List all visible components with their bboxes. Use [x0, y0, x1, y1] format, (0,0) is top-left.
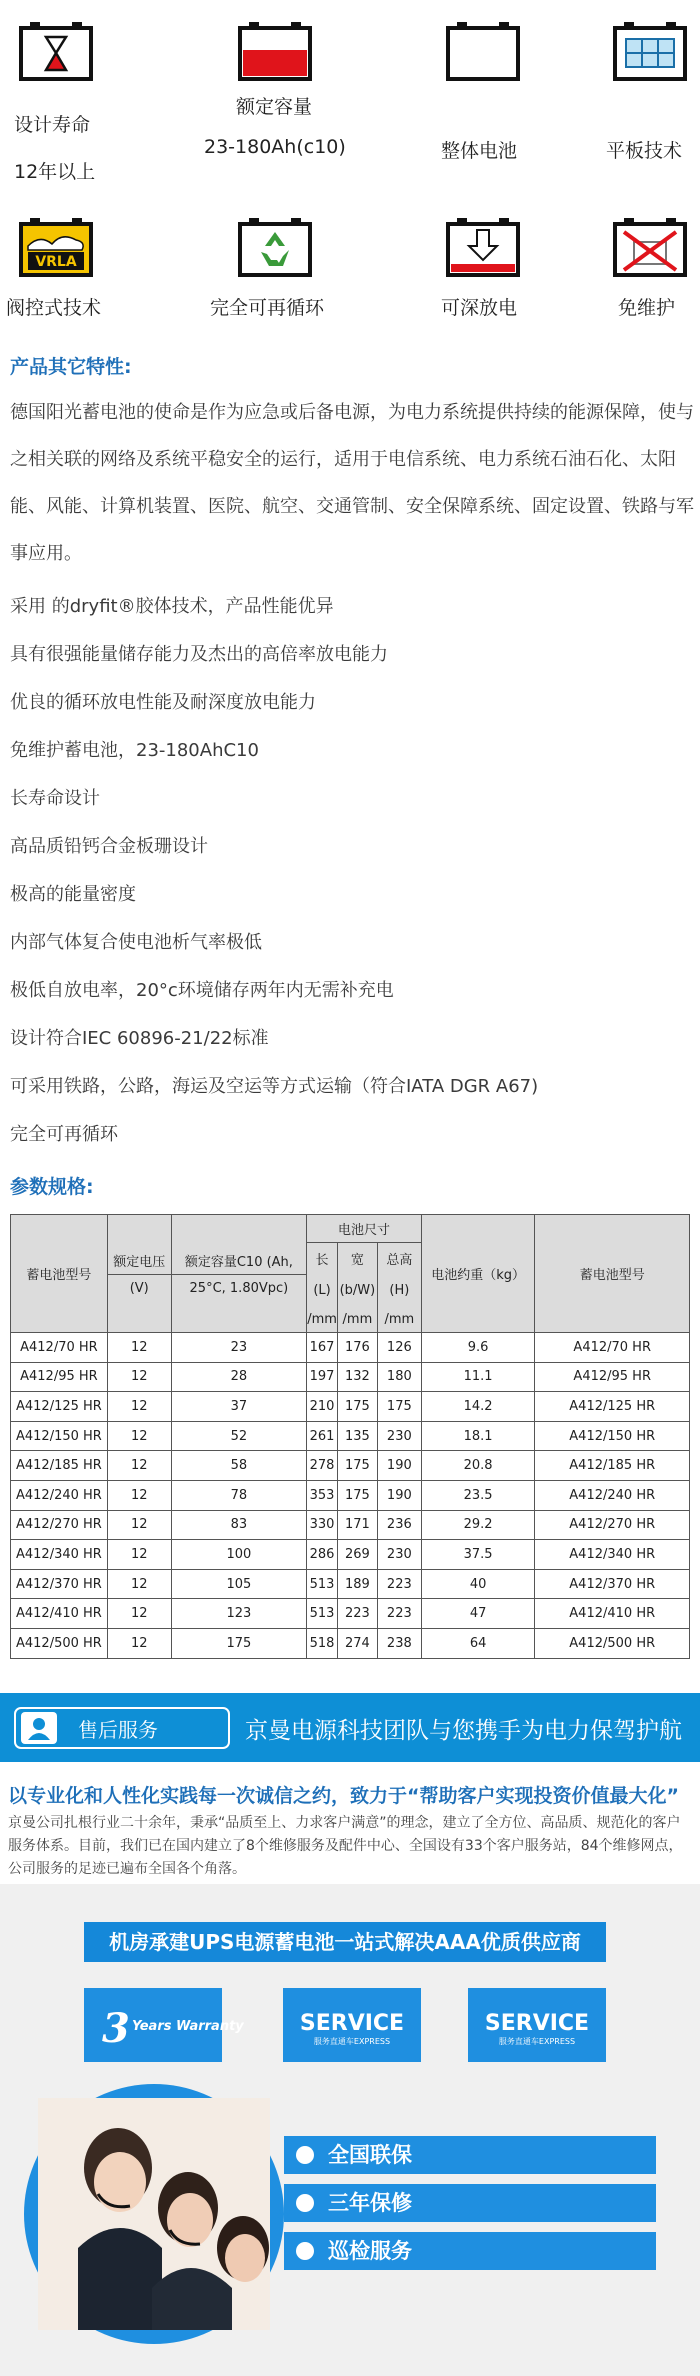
table-row [11, 1569, 690, 1599]
after-sales-band [0, 1693, 700, 1762]
table-row [11, 1480, 690, 1510]
after-sales-slogan: 京曼电源科技团队与您携手为电力保驾护航 [245, 1718, 682, 1744]
cell-length: 167 [307, 1333, 338, 1363]
user-icon [21, 1712, 57, 1744]
cell-model2: A412/125 HR [535, 1392, 690, 1422]
cell-weight: 40 [421, 1569, 535, 1599]
cell-voltage: 12 [107, 1540, 171, 1570]
cell-voltage: 12 [107, 1510, 171, 1540]
table-row [11, 1333, 690, 1363]
cell-width: 135 [337, 1421, 377, 1451]
cell-capacity: 52 [171, 1421, 307, 1451]
deep-discharge-battery-icon [445, 216, 521, 278]
rated-capacity-value: 23-180Ah(c10) [204, 136, 346, 158]
cell-weight: 23.5 [421, 1480, 535, 1510]
cell-height: 223 [377, 1569, 421, 1599]
cell-height: 223 [377, 1599, 421, 1629]
th-height-unit: (H) [377, 1275, 421, 1307]
feature-item: 优良的循环放电性能及耐深度放电能力 [10, 692, 316, 713]
cell-height: 175 [377, 1392, 421, 1422]
th-height: 总高 [377, 1243, 421, 1275]
service-badge-1 [283, 1988, 421, 2062]
cell-voltage: 12 [107, 1421, 171, 1451]
cell-voltage: 12 [107, 1451, 171, 1481]
deep-discharge-label: 可深放电 [441, 297, 518, 319]
cell-width: 175 [337, 1392, 377, 1422]
table-row [11, 1540, 690, 1570]
table-row [11, 1451, 690, 1481]
cell-width: 274 [337, 1628, 377, 1658]
service-bullet [284, 2184, 656, 2222]
th-dimensions: 电池尺寸 [307, 1215, 422, 1243]
table-row [11, 1362, 690, 1392]
cell-model2: A412/70 HR [535, 1333, 690, 1363]
feature-item: 具有很强能量储存能力及杰出的高倍率放电能力 [10, 644, 388, 665]
service-logo-text: SERVICE [484, 2011, 590, 2036]
after-sales-label: 售后服务 [78, 1718, 158, 1742]
cell-width: 269 [337, 1540, 377, 1570]
cell-capacity: 83 [171, 1510, 307, 1540]
cell-capacity: 28 [171, 1362, 307, 1392]
th-length-mm: /mm [307, 1307, 338, 1333]
th-length-unit: (L) [307, 1275, 338, 1307]
table-row [11, 1421, 690, 1451]
cell-model: A412/370 HR [11, 1569, 108, 1599]
feature-item: 采用 的dryfit®胶体技术，产品性能优异 [10, 596, 334, 617]
cell-length: 330 [307, 1510, 338, 1540]
service-logo-icon [297, 2004, 407, 2048]
cell-weight: 47 [421, 1599, 535, 1629]
spec-table [10, 1214, 690, 1659]
feature-item: 长寿命设计 [10, 788, 100, 809]
design-life-value: 12年以上 [14, 161, 96, 183]
feature-item: 设计符合IEC 60896-21/22标准 [10, 1028, 269, 1049]
cell-model: A412/270 HR [11, 1510, 108, 1540]
cell-voltage: 12 [107, 1362, 171, 1392]
cell-weight: 29.2 [421, 1510, 535, 1540]
promo-section [0, 1884, 700, 2376]
maintenance-free-label: 免维护 [618, 297, 676, 319]
cell-length: 210 [307, 1392, 338, 1422]
cell-model2: A412/500 HR [535, 1628, 690, 1658]
vrla-battery-icon [18, 216, 94, 278]
cell-voltage: 12 [107, 1599, 171, 1629]
cell-model2: A412/185 HR [535, 1451, 690, 1481]
service-logo-icon [482, 2004, 592, 2048]
cell-height: 238 [377, 1628, 421, 1658]
table-row [11, 1628, 690, 1658]
cell-length: 197 [307, 1362, 338, 1392]
cell-width: 175 [337, 1451, 377, 1481]
after-sales-tag [14, 1707, 230, 1749]
monobloc-battery-icon [445, 20, 521, 82]
vrla-badge-text: VRLA [35, 254, 77, 270]
feature-item: 免维护蓄电池，23-180AhC10 [10, 740, 259, 761]
cell-length: 353 [307, 1480, 338, 1510]
feature-item: 完全可再循环 [10, 1124, 118, 1145]
th-capacity: 额定容量C10 (Ah, [171, 1215, 307, 1275]
cell-capacity: 23 [171, 1333, 307, 1363]
bullet-text: 三年保修 [328, 2191, 412, 2215]
feature-item: 内部气体复合使电池析气率极低 [10, 932, 262, 953]
feature-item: 极低自放电率，20°c环境储存两年内无需补充电 [10, 980, 394, 1001]
service-logo-sub: 服务直通车EXPRESS [498, 2037, 576, 2046]
cell-length: 518 [307, 1628, 338, 1658]
cell-model: A412/500 HR [11, 1628, 108, 1658]
monobloc-label: 整体电池 [441, 140, 518, 162]
table-row [11, 1599, 690, 1629]
th-capacity-cond: 25°C, 1.80Vpc) [171, 1275, 307, 1333]
th-length: 长 [307, 1243, 338, 1275]
th-weight: 电池约重（kg） [421, 1215, 535, 1333]
cell-length: 513 [307, 1599, 338, 1629]
th-voltage: 额定电压 [107, 1215, 171, 1275]
cell-capacity: 58 [171, 1451, 307, 1481]
cell-weight: 20.8 [421, 1451, 535, 1481]
cell-width: 176 [337, 1333, 377, 1363]
recycle-battery-icon [237, 216, 313, 278]
th-height-mm: /mm [377, 1307, 421, 1333]
service-badge-2 [468, 1988, 606, 2062]
cell-height: 230 [377, 1540, 421, 1570]
service-headline: 以专业化和人性化实践每一次诚信之约，致力于“帮助客户实现投资价值最大化” [8, 1785, 679, 1807]
cell-model: A412/150 HR [11, 1421, 108, 1451]
cell-model: A412/95 HR [11, 1362, 108, 1392]
cell-voltage: 12 [107, 1392, 171, 1422]
design-life-label: 设计寿命 [14, 114, 91, 136]
cell-weight: 18.1 [421, 1421, 535, 1451]
specs-title: 参数规格: [10, 1176, 94, 1198]
bullet-dot-icon [296, 2146, 314, 2164]
cell-capacity: 37 [171, 1392, 307, 1422]
promo-banner: 机房承建UPS电源蓄电池一站式解决AAA优质供应商 [84, 1922, 606, 1962]
th-model: 蓄电池型号 [11, 1215, 108, 1333]
feature-icons [0, 0, 700, 330]
vrla-tech-label: 阀控式技术 [6, 297, 102, 319]
cell-model2: A412/240 HR [535, 1480, 690, 1510]
cell-weight: 14.2 [421, 1392, 535, 1422]
cell-model2: A412/270 HR [535, 1510, 690, 1540]
cell-capacity: 123 [171, 1599, 307, 1629]
table-row [11, 1510, 690, 1540]
cell-model2: A412/150 HR [535, 1421, 690, 1451]
cell-model: A412/410 HR [11, 1599, 108, 1629]
warranty-badge [84, 1988, 244, 2062]
cell-weight: 11.1 [421, 1362, 535, 1392]
cell-weight: 37.5 [421, 1540, 535, 1570]
cell-width: 171 [337, 1510, 377, 1540]
cell-model2: A412/340 HR [535, 1540, 690, 1570]
flat-plate-label: 平板技术 [606, 140, 683, 162]
cell-voltage: 12 [107, 1480, 171, 1510]
warranty-text: Years Warranty [132, 2019, 244, 2034]
cell-weight: 64 [421, 1628, 535, 1658]
cell-voltage: 12 [107, 1569, 171, 1599]
cell-height: 190 [377, 1480, 421, 1510]
cell-voltage: 12 [107, 1628, 171, 1658]
service-bullet [284, 2136, 656, 2174]
cell-model2: A412/370 HR [535, 1569, 690, 1599]
th-width-unit: (b/W) [337, 1275, 377, 1307]
cell-height: 126 [377, 1333, 421, 1363]
cell-model2: A412/410 HR [535, 1599, 690, 1629]
cell-height: 230 [377, 1421, 421, 1451]
recyclable-label: 完全可再循环 [210, 297, 325, 319]
table-row [11, 1392, 690, 1422]
bullet-text: 全国联保 [328, 2143, 412, 2167]
hourglass-battery-icon [18, 20, 94, 82]
other-features-title: 产品其它特性: [10, 356, 132, 378]
th-voltage-unit: (V) [107, 1275, 171, 1333]
bullet-dot-icon [296, 2242, 314, 2260]
cell-height: 180 [377, 1362, 421, 1392]
service-logo-sub: 服务直通车EXPRESS [313, 2037, 391, 2046]
cell-capacity: 100 [171, 1540, 307, 1570]
feature-item: 高品质铅钙合金板珊设计 [10, 836, 208, 857]
th-model2: 蓄电池型号 [535, 1215, 690, 1333]
bullet-text: 巡检服务 [328, 2239, 412, 2263]
other-features-intro: 德国阳光蓄电池的使命是作为应急或后备电源，为电力系统提供持续的能源保障，使与之相关联的网络及系统平稳安全的运行，适用于电信系统、电力系统石油石化、太阳能、风能、计算机装置、医院、航空、交通管制、安全保障系统、固定设置、铁路与军事应用。 [10, 402, 694, 564]
cell-width: 189 [337, 1569, 377, 1599]
cell-length: 261 [307, 1421, 338, 1451]
cell-model: A412/125 HR [11, 1392, 108, 1422]
headset-agents-illustration [38, 2098, 270, 2330]
cell-capacity: 105 [171, 1569, 307, 1599]
cell-model: A412/70 HR [11, 1333, 108, 1363]
feature-item: 可采用铁路，公路，海运及空运等方式运输（符合IATA DGR A67) [10, 1076, 539, 1097]
cell-model: A412/185 HR [11, 1451, 108, 1481]
cell-width: 132 [337, 1362, 377, 1392]
flat-plate-battery-icon [612, 20, 688, 82]
cell-capacity: 78 [171, 1480, 307, 1510]
service-logo-text: SERVICE [299, 2011, 405, 2036]
warranty-logo-icon [98, 2004, 244, 2052]
customer-service-photo [24, 2084, 284, 2344]
cell-weight: 9.6 [421, 1333, 535, 1363]
rated-capacity-label: 额定容量 [236, 96, 313, 118]
cell-height: 236 [377, 1510, 421, 1540]
cell-voltage: 12 [107, 1333, 171, 1363]
maintenance-free-battery-icon [612, 216, 688, 278]
cell-length: 513 [307, 1569, 338, 1599]
cell-model: A412/240 HR [11, 1480, 108, 1510]
feature-item: 极高的能量密度 [10, 884, 136, 905]
service-bullet [284, 2232, 656, 2270]
th-width: 宽 [337, 1243, 377, 1275]
service-body: 京曼公司扎根行业二十余年，秉承“品质至上、力求客户满意”的理念，建立了全方位、高品质、规范化的客户服务体系。目前，我们已在国内建立了8个维修服务及配件中心、全国设有33个客户服务站，84个维修网点，公司服务的足迹已遍布全国各个角落。 [8, 1815, 683, 1877]
capacity-battery-icon [237, 20, 313, 82]
warranty-number: 3 [102, 2005, 130, 2052]
cell-width: 223 [337, 1599, 377, 1629]
cell-capacity: 175 [171, 1628, 307, 1658]
cell-height: 190 [377, 1451, 421, 1481]
th-width-mm: /mm [337, 1307, 377, 1333]
cell-model: A412/340 HR [11, 1540, 108, 1570]
cell-length: 286 [307, 1540, 338, 1570]
cell-length: 278 [307, 1451, 338, 1481]
cell-width: 175 [337, 1480, 377, 1510]
bullet-dot-icon [296, 2194, 314, 2212]
cell-model2: A412/95 HR [535, 1362, 690, 1392]
